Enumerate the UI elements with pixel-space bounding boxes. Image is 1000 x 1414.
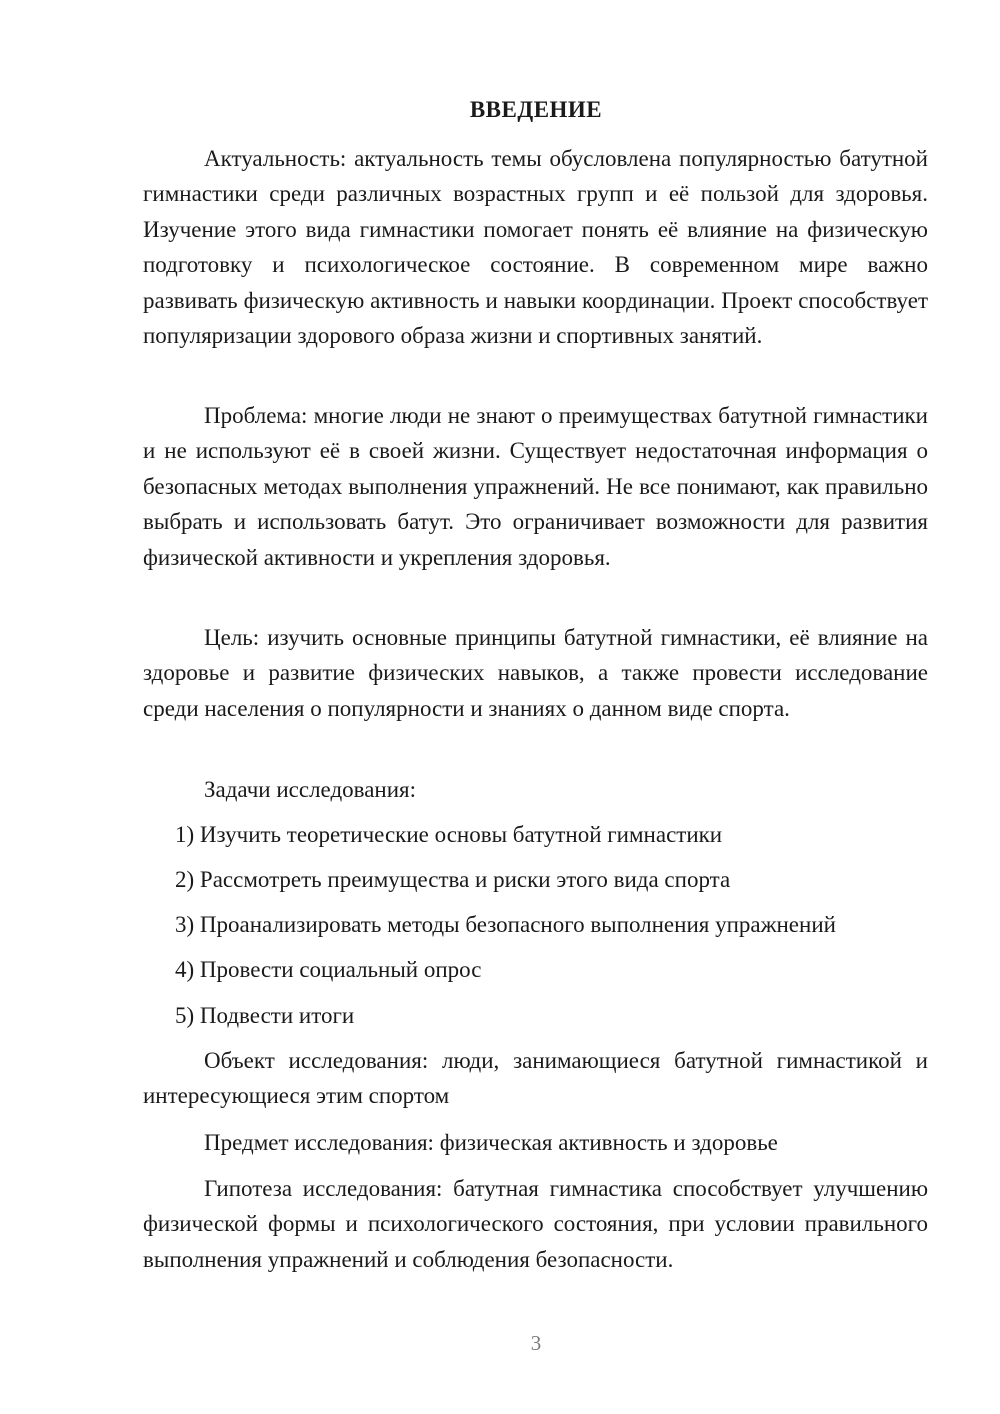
list-item: 1) Изучить теоретические основы батутной гимнастики (175, 822, 723, 847)
paragraph-subject: Предмет исследования: физическая активность и здоровье (204, 1130, 778, 1155)
page-number: 3 (530, 1331, 542, 1355)
paragraph-goal: Цель: изучить основные принципы батутной гимнастики, её влияние на здоровье и развитие физических навыков, а также провести исследование среди населения о популярности и знаниях о данном виде спорта. (143, 625, 928, 721)
list-item: 3) Проанализировать методы безопасного выполнения упражнений (175, 912, 836, 937)
paragraph-hypothesis: Гипотеза исследования: батутная гимнастика способствует улучшению физической формы и психологического состояния, при условии правильного выполнения упражнений и соблюдения безопасности. (143, 1176, 928, 1272)
page-title: ВВЕДЕНИЕ (469, 97, 603, 122)
paragraph-relevance: Актуальность: актуальность темы обусловлена популярностью батутной гимнастики среди различных возрастных групп и её пользой для здоровья. Изучение этого вида гимнастики помогает понять её влияние на физическую подготовку и психологическое состояние. В современном мире важно развивать физическую активность и навыки координации. Проект способствует популяризации здорового образа жизни и спортивных занятий. (143, 146, 928, 349)
paragraph-problem: Проблема: многие люди не знают о преимуществах батутной гимнастики и не используют её в своей жизни. Существует недостаточная информация о безопасных методах выполнения упражнений. Не все понимают, как правильно выбрать и использовать батут. Это ограничивает возможности для развития физической активности и укрепления здоровья. (143, 403, 928, 570)
paragraph-object: Объект исследования: люди, занимающиеся батутной гимнастикой и интересующиеся этим спортом (143, 1048, 928, 1109)
list-item: 5) Подвести итоги (175, 1003, 355, 1028)
tasks-heading: Задачи исследования: (204, 777, 417, 802)
list-item: 4) Провести социальный опрос (175, 957, 482, 982)
list-item: 2) Рассмотреть преимущества и риски этого вида спорта (175, 867, 731, 892)
